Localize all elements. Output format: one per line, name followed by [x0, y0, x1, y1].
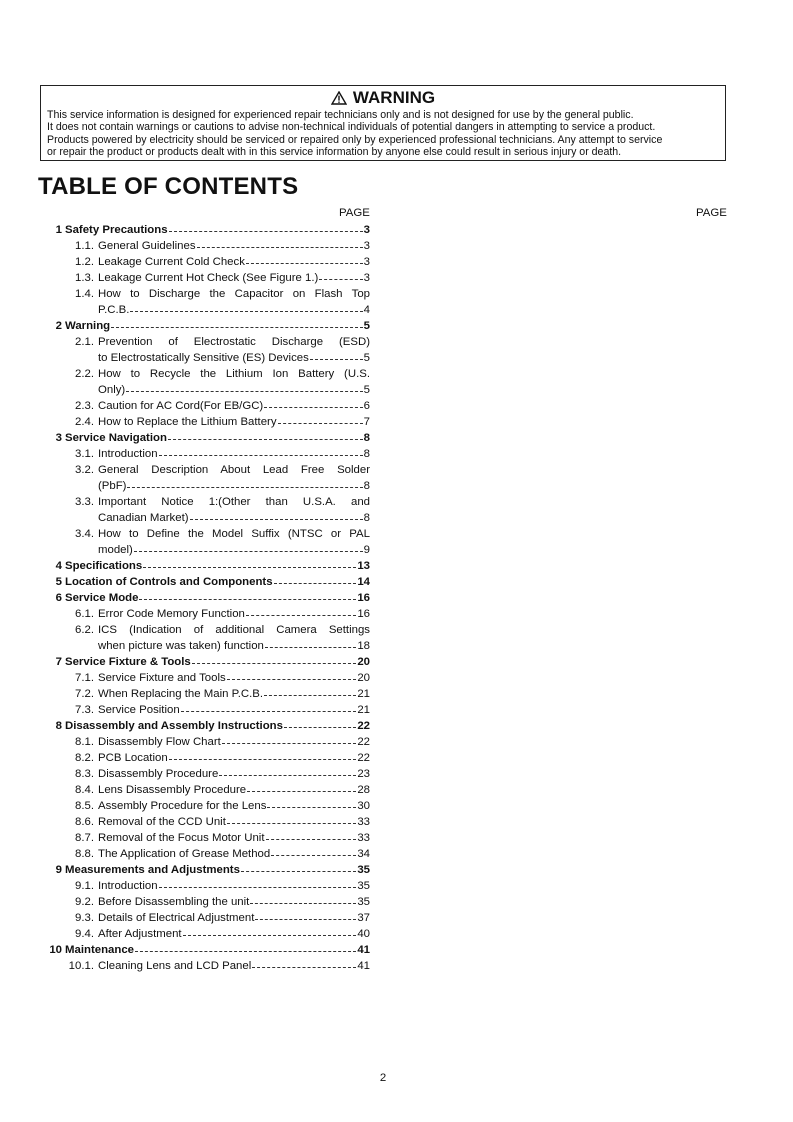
toc-chapter-entry[interactable] — [48, 942, 370, 958]
toc-leader-dashes — [319, 279, 362, 280]
toc-leader-dashes — [197, 247, 363, 248]
toc-section-entry[interactable] — [48, 750, 370, 766]
toc-entry-title: Introduction — [98, 448, 158, 460]
toc-entry-number: 2.1. — [75, 336, 94, 348]
toc-leader-dashes — [169, 759, 357, 760]
toc-leader-dashes — [143, 567, 356, 568]
toc-leader-dashes — [190, 519, 363, 520]
toc-entry-title: Disassembly Procedure — [98, 768, 219, 780]
toc-section-entry[interactable] — [48, 670, 370, 686]
toc-section-entry[interactable] — [48, 926, 370, 942]
toc-section-entry[interactable] — [48, 702, 370, 718]
toc-entry-number: 3.4. — [75, 528, 94, 540]
toc-entry-page: 8 — [363, 480, 370, 492]
toc-entry-page: 3 — [363, 224, 370, 236]
toc-entry-title: General Guidelines — [98, 240, 196, 252]
toc-leader-dashes — [219, 775, 356, 776]
toc-leader-dashes — [264, 407, 362, 408]
toc-entry-number: 7.2. — [75, 688, 94, 700]
toc-entry-title: General Description About Lead Free Solder — [98, 464, 370, 476]
toc-entry-page: 22 — [357, 752, 370, 764]
toc-entry-page: 40 — [357, 928, 370, 940]
toc-entry-page: 4 — [363, 304, 370, 316]
toc-entry-page: 16 — [357, 592, 370, 604]
toc-entry-title: How to Replace the Lithium Battery — [98, 416, 277, 428]
toc-entry-page: 7 — [363, 416, 370, 428]
toc-entry-title: Safety Precautions — [65, 224, 168, 236]
toc-entry-number: 10.1. — [68, 960, 94, 972]
toc-section-entry[interactable] — [48, 782, 370, 798]
toc-leader-dashes — [271, 855, 356, 856]
toc-entry-title: Specifications — [65, 560, 143, 572]
toc-entry-page: 41 — [357, 960, 370, 972]
toc-entry-number: 6.1. — [75, 608, 94, 620]
warning-line: Products powered by electricity should be serviced or repaired only by experienced professional technicians. Any attempt to service — [47, 133, 663, 146]
toc-section-entry[interactable] — [48, 254, 370, 270]
warning-title: WARNING — [352, 88, 436, 107]
toc-entry-number: 3.2. — [75, 464, 94, 476]
toc-entry-number: 3.3. — [75, 496, 94, 508]
toc-entry-title: Details of Electrical Adjustment — [98, 912, 255, 924]
toc-entry-number: 10 — [49, 944, 62, 956]
toc-entry-number: 3 — [55, 432, 62, 444]
toc-leader-dashes — [255, 919, 356, 920]
toc-entry-page: 35 — [357, 864, 370, 876]
toc-entry-page: 13 — [357, 560, 370, 572]
toc-leader-dashes — [126, 391, 362, 392]
toc-entry-page: 21 — [357, 704, 370, 716]
toc-section-entry[interactable] — [48, 686, 370, 702]
toc-section-entry[interactable] — [48, 446, 370, 462]
toc-chapter-entry[interactable] — [48, 574, 370, 590]
toc-entry-title: Removal of the CCD Unit — [98, 816, 226, 828]
toc-section-entry[interactable] — [48, 526, 370, 542]
toc-leader-dashes — [246, 615, 356, 616]
toc-leader-dashes — [159, 887, 357, 888]
toc-entry-title: Service Navigation — [65, 432, 167, 444]
toc-section-entry[interactable] — [48, 462, 370, 478]
toc-entry-title: The Application of Grease Method — [98, 848, 271, 860]
toc-entry-page: 21 — [357, 688, 370, 700]
toc-entry-continuation[interactable] — [48, 638, 370, 654]
toc-entry-title: Measurements and Adjustments — [65, 864, 240, 876]
toc-entry-title: (PbF) — [98, 480, 127, 492]
toc-entry-page: 41 — [357, 944, 370, 956]
toc-section-entry[interactable] — [48, 766, 370, 782]
page-column-header-left: PAGE — [339, 207, 370, 219]
toc-entry-continuation[interactable] — [48, 510, 370, 526]
toc-entry-title: How to Define the Model Suffix (NTSC or PAL — [98, 528, 370, 540]
toc-leader-dashes — [266, 839, 357, 840]
toc-entry-title: Leakage Current Hot Check (See Figure 1.) — [98, 272, 319, 284]
toc-title: TABLE OF CONTENTS — [38, 173, 299, 200]
toc-entry-number: 2 — [55, 320, 62, 332]
toc-entry-number: 9 — [55, 864, 62, 876]
toc-leader-dashes — [264, 695, 356, 696]
toc-entry-page: 23 — [357, 768, 370, 780]
toc-entry-page: 3 — [363, 272, 370, 284]
toc-entry-title: Before Disassembling the unit — [98, 896, 250, 908]
toc-section-entry[interactable] — [48, 334, 370, 350]
toc-entry-title: P.C.B. — [98, 304, 130, 316]
toc-entry-number: 8.4. — [75, 784, 94, 796]
toc-entry-page: 16 — [357, 608, 370, 620]
toc-entry-title: Introduction — [98, 880, 158, 892]
toc-leader-dashes — [227, 679, 357, 680]
toc-leader-dashes — [284, 727, 356, 728]
toc-leader-dashes — [111, 327, 363, 328]
toc-leader-dashes — [135, 951, 356, 952]
toc-entry-title: Removal of the Focus Motor Unit — [98, 832, 265, 844]
toc-entry-number: 7.3. — [75, 704, 94, 716]
toc-entry-title: Disassembly Flow Chart — [98, 736, 221, 748]
toc-entry-title: Location of Controls and Components — [65, 576, 273, 588]
toc-entry-number: 8.7. — [75, 832, 94, 844]
toc-entry-title: How to Recycle the Lithium Ion Battery (U.S. — [98, 368, 370, 380]
toc-entry-title: to Electrostatically Sensitive (ES) Devices — [98, 352, 309, 364]
toc-leader-dashes — [246, 263, 363, 264]
toc-entry-title: ICS (Indication of additional Camera Settings — [98, 624, 370, 636]
toc-entry-title: PCB Location — [98, 752, 168, 764]
toc-entry-page: 14 — [357, 576, 370, 588]
toc-entry-page: 8 — [363, 512, 370, 524]
toc-leader-dashes — [192, 663, 357, 664]
toc-entry-title: model) — [98, 544, 133, 556]
toc-entry-page: 5 — [363, 352, 370, 364]
toc-chapter-entry[interactable] — [48, 654, 370, 670]
toc-entry-page: 33 — [357, 816, 370, 828]
toc-leader-dashes — [252, 967, 356, 968]
toc-entry-title: Caution for AC Cord(For EB/GC) — [98, 400, 264, 412]
toc-entry-page: 20 — [357, 656, 370, 668]
toc-entry-page: 22 — [357, 736, 370, 748]
toc-entry-page: 5 — [363, 320, 370, 332]
warning-box — [40, 85, 726, 161]
toc-entry-number: 1.1. — [75, 240, 94, 252]
toc-entry-number: 8 — [55, 720, 62, 732]
toc-entry-page: 28 — [357, 784, 370, 796]
toc-entry-title: Disassembly and Assembly Instructions — [65, 720, 283, 732]
toc-leader-dashes — [169, 231, 363, 232]
toc-entry-title: How to Discharge the Capacitor on Flash Top — [98, 288, 370, 300]
toc-entry-title: Service Fixture & Tools — [65, 656, 191, 668]
toc-entry-number: 1.4. — [75, 288, 94, 300]
toc-leader-dashes — [222, 743, 357, 744]
toc-section-entry[interactable] — [48, 286, 370, 302]
toc-leader-dashes — [227, 823, 356, 824]
toc-leader-dashes — [247, 791, 356, 792]
toc-entry-title: Warning — [65, 320, 111, 332]
toc-entry-number: 1.2. — [75, 256, 94, 268]
toc-entry-title: Error Code Memory Function — [98, 608, 245, 620]
toc-entry-number: 8.2. — [75, 752, 94, 764]
toc-entry-title: Prevention of Electrostatic Discharge (ESD) — [98, 336, 370, 348]
toc-section-entry[interactable] — [48, 622, 370, 638]
toc-leader-dashes — [183, 935, 357, 936]
toc-section-entry[interactable] — [48, 846, 370, 862]
toc-leader-dashes — [265, 647, 356, 648]
toc-entry-number: 1 — [55, 224, 62, 236]
toc-entry-number: 1.3. — [75, 272, 94, 284]
warning-text — [47, 109, 662, 159]
toc-section-entry[interactable] — [48, 894, 370, 910]
toc-entry-number: 3.1. — [75, 448, 94, 460]
warning-line: It does not contain warnings or cautions to advise non-technical individuals of potential dangers in attempting to service a product. — [47, 121, 656, 134]
toc-entry-page: 37 — [357, 912, 370, 924]
toc-entry-number: 9.2. — [75, 896, 94, 908]
toc-section-entry[interactable] — [48, 414, 370, 430]
toc-leader-dashes — [267, 807, 356, 808]
toc-entry-continuation[interactable] — [48, 382, 370, 398]
toc-entry-page: 35 — [357, 896, 370, 908]
page-column-header-right: PAGE — [696, 207, 727, 219]
page-number: 2 — [379, 1072, 387, 1084]
toc-entry-number: 8.8. — [75, 848, 94, 860]
toc-leader-dashes — [159, 455, 363, 456]
toc-entry-page: 8 — [363, 432, 370, 444]
toc-leader-dashes — [278, 423, 363, 424]
toc-entry-number: 6 — [55, 592, 62, 604]
toc-entry-title: Important Notice 1:(Other than U.S.A. and — [98, 496, 370, 508]
toc-entry-page: 35 — [357, 880, 370, 892]
toc-list — [48, 222, 370, 974]
toc-leader-dashes — [168, 439, 363, 440]
toc-section-entry[interactable] — [48, 494, 370, 510]
toc-chapter-entry[interactable] — [48, 718, 370, 734]
toc-entry-number: 9.1. — [75, 880, 94, 892]
toc-leader-dashes — [127, 487, 362, 488]
toc-entry-page: 20 — [357, 672, 370, 684]
toc-chapter-entry[interactable] — [48, 430, 370, 446]
toc-entry-continuation[interactable] — [48, 542, 370, 558]
toc-leader-dashes — [181, 711, 357, 712]
toc-entry-page: 18 — [357, 640, 370, 652]
toc-entry-continuation[interactable] — [48, 302, 370, 318]
toc-section-entry[interactable] — [48, 958, 370, 974]
toc-entry-number: 9.3. — [75, 912, 94, 924]
toc-entry-title: When Replacing the Main P.C.B. — [98, 688, 264, 700]
toc-entry-number: 8.6. — [75, 816, 94, 828]
toc-entry-number: 2.3. — [75, 400, 94, 412]
toc-section-entry[interactable] — [48, 734, 370, 750]
toc-entry-number: 9.4. — [75, 928, 94, 940]
toc-entry-title: Service Fixture and Tools — [98, 672, 226, 684]
toc-entry-continuation[interactable] — [48, 350, 370, 366]
toc-section-entry[interactable] — [48, 798, 370, 814]
toc-section-entry[interactable] — [48, 814, 370, 830]
toc-entry-number: 6.2. — [75, 624, 94, 636]
toc-entry-title: Leakage Current Cold Check — [98, 256, 245, 268]
toc-entry-number: 8.3. — [75, 768, 94, 780]
toc-entry-number: 7 — [55, 656, 62, 668]
toc-section-entry[interactable] — [48, 910, 370, 926]
warning-line: This service information is designed for experienced repair technicians only and is not designed for use by the general public. — [47, 109, 634, 121]
toc-entry-title: Only) — [98, 384, 126, 396]
toc-entry-number: 8.5. — [75, 800, 94, 812]
warning-line: or repair the product or products dealt with in this service information by anyone else could result in serious injury or death. — [47, 146, 622, 159]
toc-entry-title: Cleaning Lens and LCD Panel — [98, 960, 252, 972]
toc-entry-continuation[interactable] — [48, 478, 370, 494]
toc-section-entry[interactable] — [48, 878, 370, 894]
toc-leader-dashes — [130, 311, 362, 312]
toc-entry-page: 34 — [357, 848, 370, 860]
toc-entry-title: Lens Disassembly Procedure — [98, 784, 247, 796]
toc-entry-number: 2.2. — [75, 368, 94, 380]
toc-entry-title: Service Mode — [65, 592, 139, 604]
toc-entry-number: 4 — [55, 560, 62, 572]
toc-entry-number: 7.1. — [75, 672, 94, 684]
toc-entry-number: 8.1. — [75, 736, 94, 748]
toc-entry-page: 33 — [357, 832, 370, 844]
toc-entry-title: when picture was taken) function — [98, 640, 264, 652]
toc-section-entry[interactable] — [48, 606, 370, 622]
toc-section-entry[interactable] — [48, 270, 370, 286]
toc-chapter-entry[interactable] — [48, 318, 370, 334]
toc-chapter-entry[interactable] — [48, 590, 370, 606]
toc-entry-page: 9 — [363, 544, 370, 556]
toc-entry-page: 8 — [363, 448, 370, 460]
toc-entry-number: 5 — [55, 576, 62, 588]
toc-entry-page: 6 — [363, 400, 370, 412]
toc-entry-page: 5 — [363, 384, 370, 396]
toc-entry-title: Canadian Market) — [98, 512, 189, 524]
toc-entry-title: Service Position — [98, 704, 180, 716]
toc-chapter-entry[interactable] — [48, 558, 370, 574]
toc-entry-title: After Adjustment — [98, 928, 182, 940]
warning-heading — [41, 88, 725, 108]
toc-leader-dashes — [250, 903, 356, 904]
toc-section-entry[interactable] — [48, 830, 370, 846]
toc-entry-page: 30 — [357, 800, 370, 812]
toc-leader-dashes — [241, 871, 356, 872]
toc-chapter-entry[interactable] — [48, 222, 370, 238]
toc-entry-page: 3 — [363, 240, 370, 252]
toc-section-entry[interactable] — [48, 238, 370, 254]
toc-entry-title: Maintenance — [65, 944, 134, 956]
toc-entry-title: Assembly Procedure for the Lens — [98, 800, 267, 812]
toc-entry-number: 2.4. — [75, 416, 94, 428]
toc-section-entry[interactable] — [48, 366, 370, 382]
toc-entry-page: 3 — [363, 256, 370, 268]
toc-leader-dashes — [310, 359, 363, 360]
toc-entry-page: 22 — [357, 720, 370, 732]
toc-leader-dashes — [134, 551, 363, 552]
toc-section-entry[interactable] — [48, 398, 370, 414]
toc-leader-dashes — [274, 583, 357, 584]
warning-triangle-icon — [331, 91, 347, 105]
toc-chapter-entry[interactable] — [48, 862, 370, 878]
toc-leader-dashes — [139, 599, 356, 600]
